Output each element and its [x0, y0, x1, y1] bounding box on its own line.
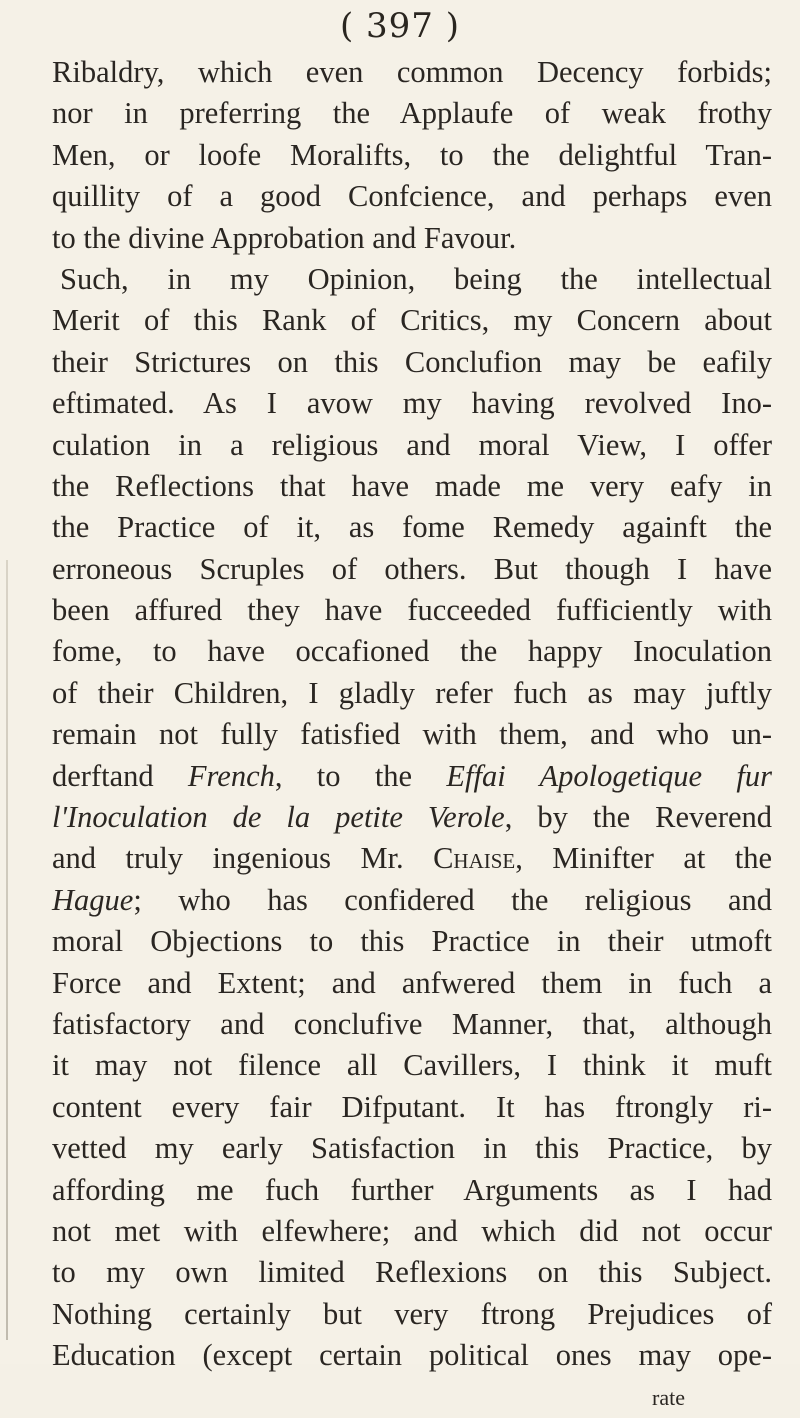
text-line — [52, 756, 772, 797]
text-line: content every fair Difputant. It has ftrongly ri- — [52, 1089, 772, 1124]
text-line: remain not fully fatisfied with them, and who un- — [52, 717, 772, 752]
text-line: Force and Extent; and anfwered them in fuch a — [52, 965, 772, 1000]
text-line: Education (except certain political ones may ope- — [52, 1338, 772, 1373]
author-name-smallcaps: Chaise — [433, 841, 516, 876]
text-line: of their Children, I gladly refer fuch as may juftly — [52, 675, 772, 710]
catchword: rate — [652, 1384, 685, 1410]
text-line: to the divine Approbation and Favour. — [52, 220, 517, 255]
text-line: Merit of this Rank of Critics, my Concern about — [52, 303, 772, 338]
italic-book-title-cont: l'Inoculation de la petite Verole — [52, 800, 505, 835]
text-span: derftand — [52, 758, 188, 793]
text-line: affording me fuch further Arguments as I had — [52, 1172, 772, 1207]
text-line: nor in preferring the Applaufe of weak frothy — [52, 96, 772, 131]
text-line: quillity of a good Confcience, and perhaps even — [52, 179, 772, 214]
text-line: fatisfactory and conclufive Manner, that, although — [52, 1006, 772, 1041]
text-line: Ribaldry, which even common Decency forbids; — [52, 55, 772, 89]
text-line: their Strictures on this Conclufion may be eafily — [52, 344, 772, 379]
text-span: , Minifter at the — [515, 841, 773, 876]
page-gutter-shadow — [6, 560, 8, 1340]
text-span: , by the Reverend — [504, 800, 773, 835]
text-line: the Reflections that have made me very eafy in — [52, 468, 772, 503]
body-text — [52, 52, 772, 1418]
text-line: fome, to have occafioned the happy Inoculation — [52, 634, 772, 669]
text-line: the Practice of it, as fome Remedy againft the — [52, 510, 772, 545]
text-line — [52, 880, 772, 921]
text-line: erroneous Scruples of others. But though I have — [52, 551, 772, 586]
text-line: vetted my early Satisfaction in this Practice, by — [52, 1131, 772, 1166]
text-line: not met with elfewhere; and which did not occur — [52, 1213, 772, 1248]
page-number: ( 397 ) — [339, 6, 461, 46]
text-line — [52, 797, 772, 838]
text-line: moral Objections to this Practice in their utmoft — [52, 924, 772, 959]
italic-language-name: French — [187, 758, 275, 793]
text-line: been affured they have fucceeded fufficiently with — [52, 593, 772, 628]
italic-book-title: Effai Apologetique fur — [446, 758, 772, 793]
text-line: Nothing certainly but very ftrong Prejudices of — [52, 1296, 772, 1331]
text-span: and truly ingenious Mr. — [52, 841, 434, 876]
italic-place-name: Hague — [52, 882, 134, 917]
text-line: culation in a religious and moral View, I offer — [52, 427, 772, 462]
text-line — [52, 838, 772, 879]
text-line: Men, or loofe Moralifts, to the delightful Tran- — [52, 137, 772, 172]
text-line: it may not filence all Cavillers, I think it muft — [52, 1048, 772, 1083]
text-span: ; who has confidered the religious and — [133, 882, 772, 917]
text-span: , to the — [274, 758, 447, 793]
paragraph-start-line: Such, in my Opinion, being the intellectual — [60, 261, 772, 296]
text-line: eftimated. As I avow my having revolved Ino- — [52, 386, 772, 421]
text-line: to my own limited Reflexions on this Subject. — [52, 1255, 772, 1290]
